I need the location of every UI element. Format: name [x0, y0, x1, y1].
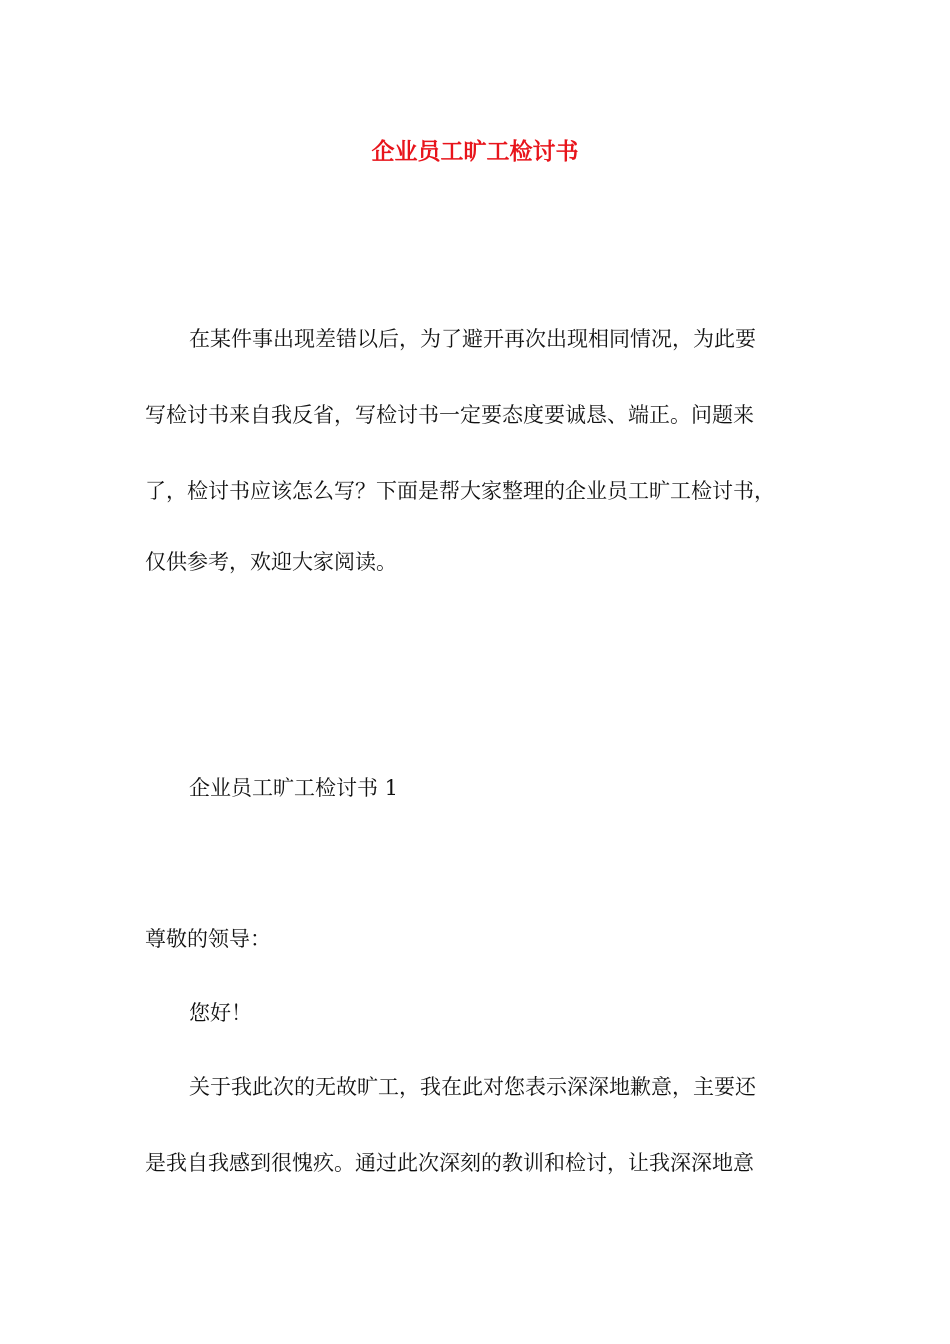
body-line-2: 是我自我感到很愧疚。通过此次深刻的教训和检讨，让我深深地意 — [145, 1151, 754, 1175]
intro-line-2: 写检讨书来自我反省，写检讨书一定要态度要诚恳、端正。问题来 — [145, 403, 754, 427]
section-heading: 企业员工旷工检讨书 1 — [189, 776, 399, 800]
body-line-1: 关于我此次的无故旷工，我在此对您表示深深地歉意，主要还 — [189, 1075, 756, 1099]
intro-line-4: 仅供参考，欢迎大家阅读。 — [145, 550, 397, 574]
salutation: 尊敬的领导： — [145, 927, 271, 951]
intro-line-3: 了，检讨书应该怎么写？下面是帮大家整理的企业员工旷工检讨书， — [145, 479, 775, 503]
greeting: 您好！ — [189, 1001, 252, 1025]
intro-line-1: 在某件事出现差错以后，为了避开再次出现相同情况，为此要 — [189, 327, 756, 351]
document-title: 企业员工旷工检讨书 — [371, 138, 579, 165]
